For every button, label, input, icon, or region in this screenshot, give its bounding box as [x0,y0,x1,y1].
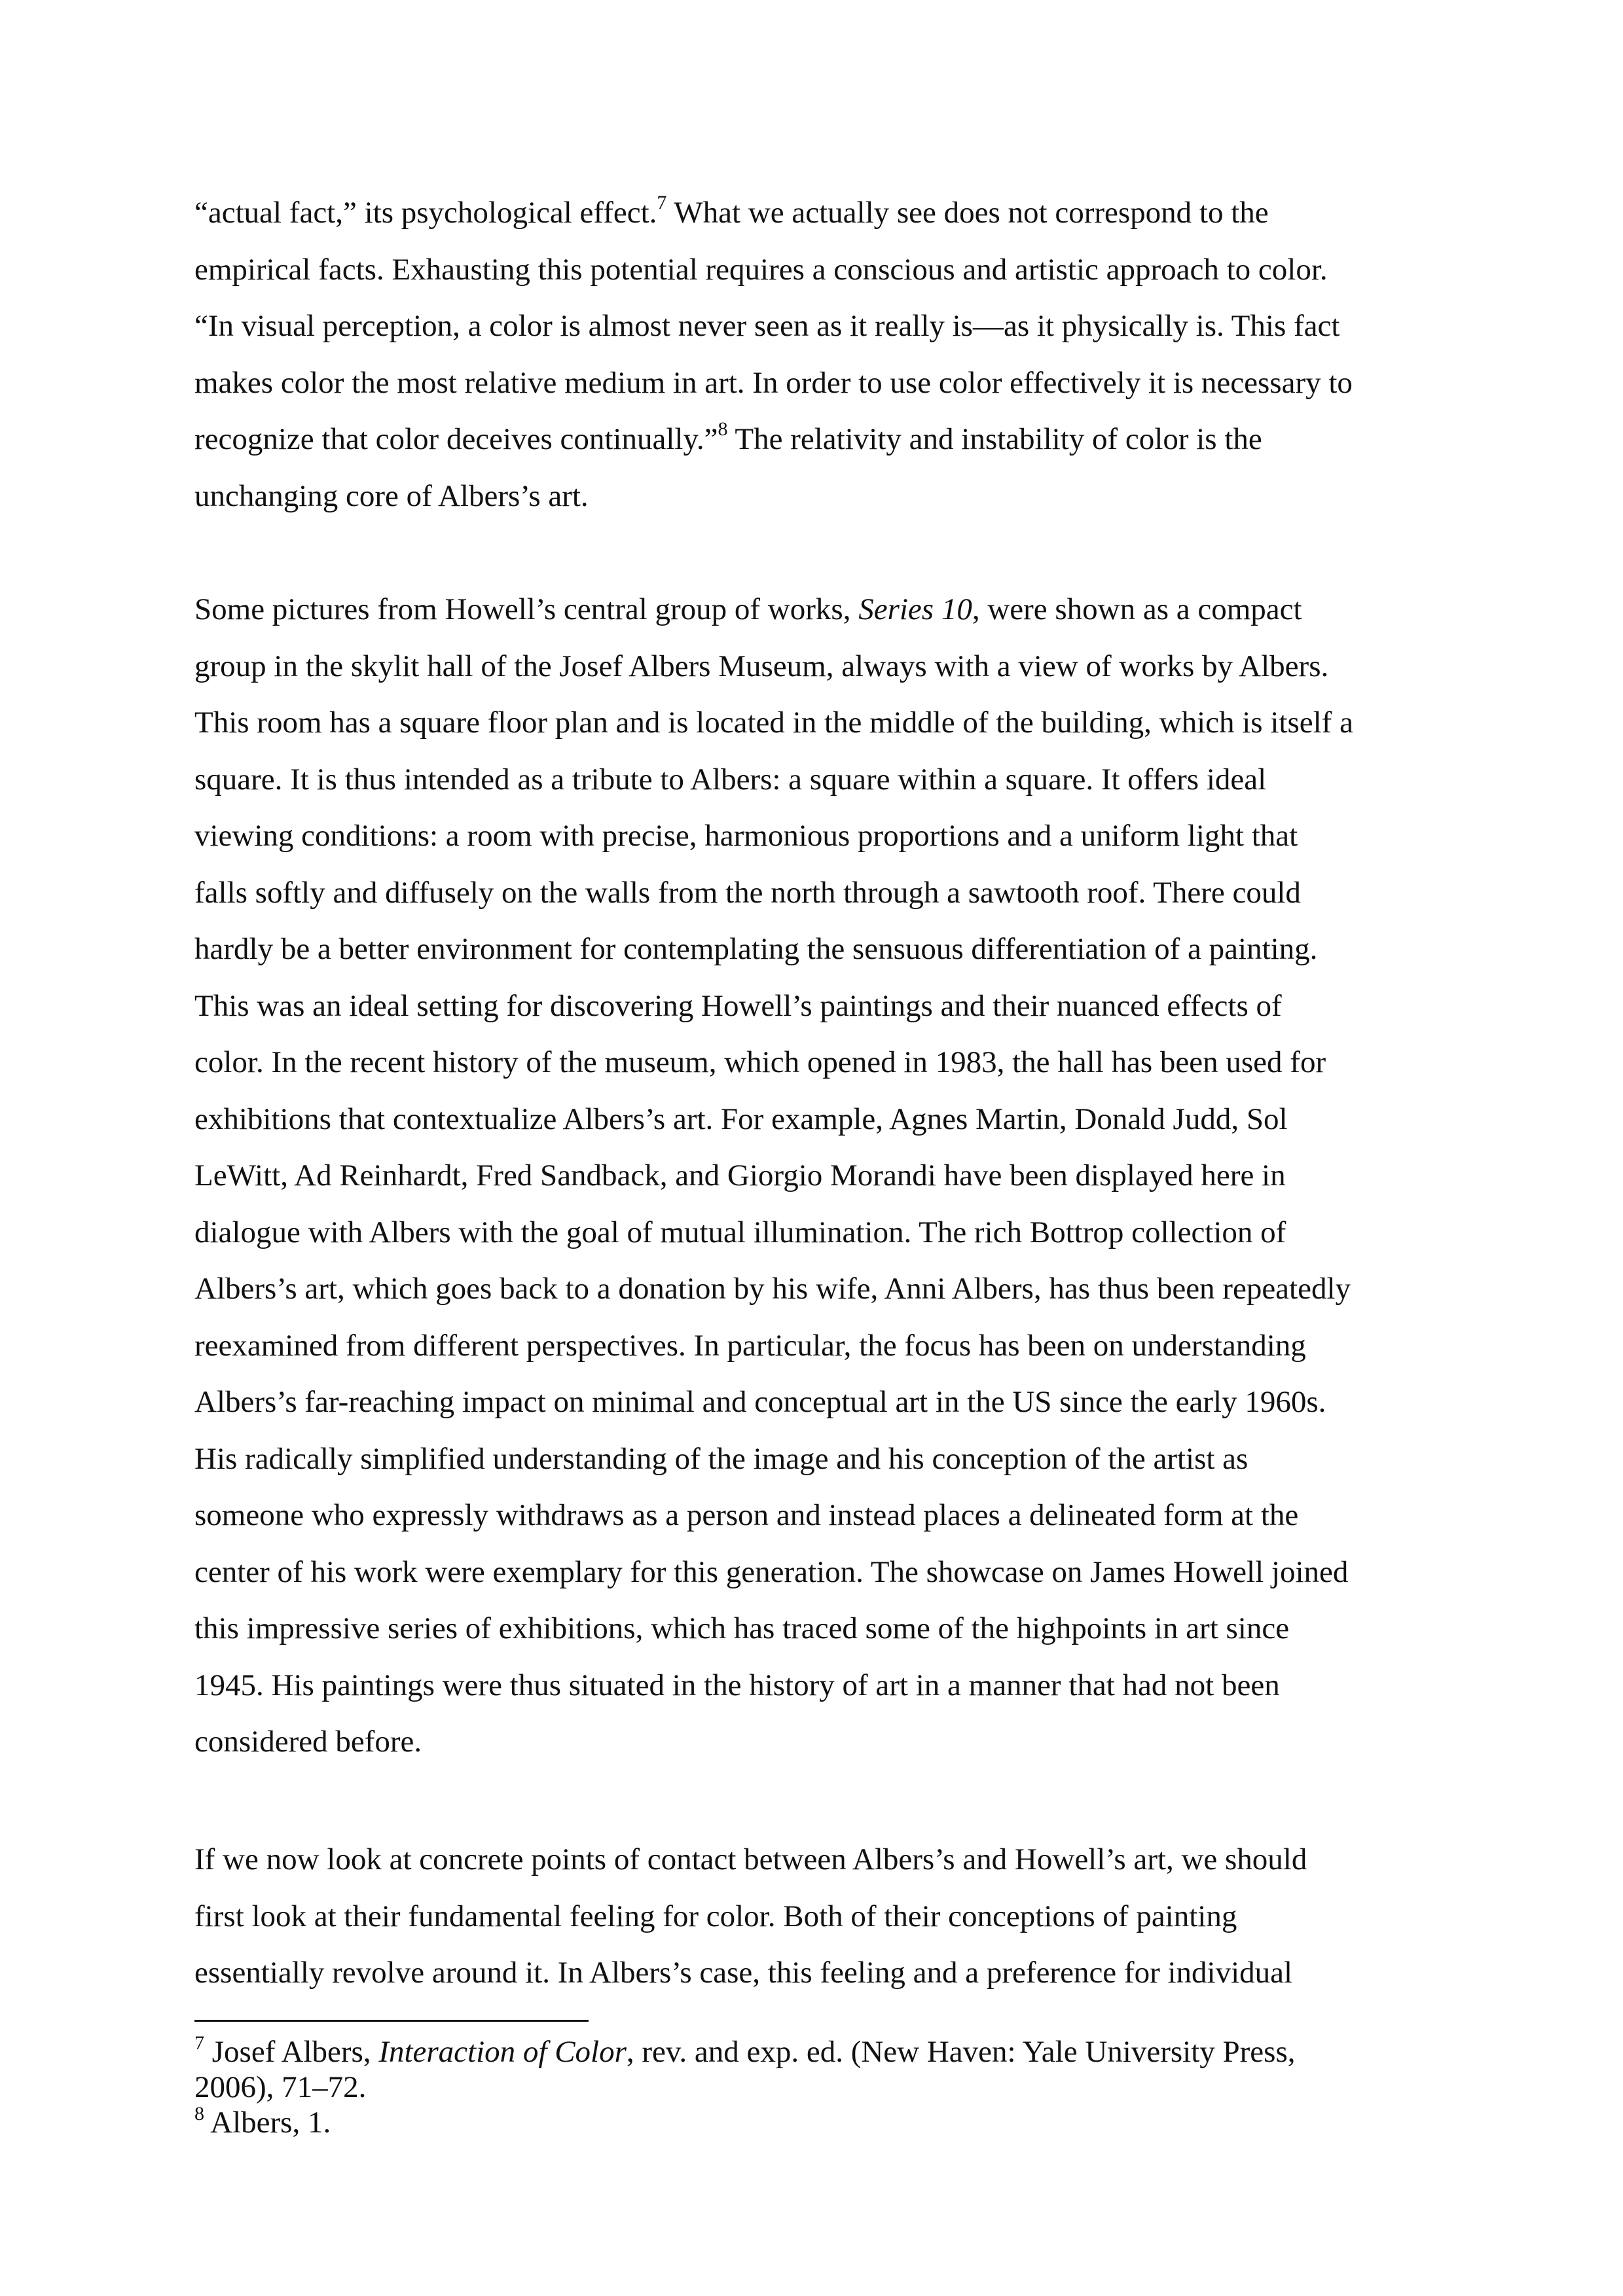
text-line [194,2105,1458,2140]
text-run: “actual fact,” its psychological effect. [194,196,657,230]
footnote-reference-7[interactable]: 7 [657,192,667,214]
text-line: falls softly and diffusely on the walls from the north through a sawtooth roof. There could [194,875,1301,910]
text-line: group in the skylit hall of the Josef Albers Museum, always with a view of works by Albers. [194,649,1329,683]
text-line [194,581,1458,638]
text-run: Josef Albers, [204,2035,379,2069]
text-line: Albers’s art, which goes back to a donation by his wife, Anni Albers, has thus been repeatedly [194,1272,1351,1306]
text-line: viewing conditions: a room with precise, harmonious proportions and a uniform light that [194,819,1298,853]
text-line: “In visual perception, a color is almost never seen as it really is—as it physically is. This fact [194,309,1340,343]
footnote-number: 8 [194,2103,204,2125]
text-line: center of his work were exemplary for this generation. The showcase on James Howell joined [194,1554,1349,1589]
footnote-reference-8[interactable]: 8 [718,418,728,440]
text-line: 1945. His paintings were thus situated in the history of art in a manner that had not been [194,1668,1280,1702]
text-line: hardly be a better environment for contemplating the sensuous differentiation of a painting. [194,932,1318,966]
text-line [194,185,1458,242]
text-run: Albers, 1. [204,2106,331,2140]
text-line: dialogue with Albers with the goal of mutual illumination. The rich Bottrop collection of [194,1215,1286,1249]
text-line: considered before. [194,1725,422,1759]
text-run: The relativity and instability of color is the [727,422,1262,456]
body-paragraph-1 [194,185,1458,524]
text-line: His radically simplified understanding of the image and his conception of the artist as [194,1441,1249,1476]
text-line: exhibitions that contextualize Albers’s art. For example, Agnes Martin, Donald Judd, Sol [194,1102,1288,1136]
text-line: unchanging core of Albers’s art. [194,478,589,513]
text-line: If we now look at concrete points of contact between Albers’s and Howell’s art, we should [194,1842,1307,1876]
text-line: empirical facts. Exhausting this potential requires a conscious and artistic approach to color. [194,252,1328,287]
text-line [194,411,1458,468]
text-run: , rev. and exp. ed. (New Haven: Yale University Press, [626,2035,1296,2069]
footnote-separator [194,2020,589,2022]
text-line: essentially revolve around it. In Albers’s case, this feeling and a preference for individual [194,1956,1293,1990]
text-run: What we actually see does not correspond to the [666,196,1269,230]
text-line: square. It is thus intended as a tribute to Albers: a square within a square. It offers ideal [194,762,1267,797]
text-line: Albers’s far-reaching impact on minimal and conceptual art in the US since the early 1960s. [194,1385,1326,1419]
italic-title: Interaction of Color [378,2035,627,2069]
body-paragraph-2 [194,581,1458,1770]
italic-title: Series 10 [858,592,972,626]
text-run: Some pictures from Howell’s central group of works, [194,592,859,626]
text-line [194,2034,1458,2070]
text-line: makes color the most relative medium in art. In order to use color effectively it is necessary to [194,365,1353,400]
text-run: , were shown as a compact [972,592,1302,626]
text-line: This room has a square floor plan and is located in the middle of the building, which is itself a [194,706,1353,740]
text-line: 2006), 71–72. [194,2070,367,2104]
text-line: This was an ideal setting for discovering Howell’s paintings and their nuanced effects of [194,988,1282,1023]
text-line: color. In the recent history of the museum, which opened in 1983, the hall has been used for [194,1045,1326,1079]
text-run: recognize that color deceives continually.” [194,422,718,456]
text-line: this impressive series of exhibitions, which has traced some of the highpoints in art since [194,1611,1290,1645]
footnote-7 [194,2034,1458,2105]
footnote-number: 7 [194,2032,204,2054]
text-line: LeWitt, Ad Reinhardt, Fred Sandback, and Giorgio Morandi have been displayed here in [194,1158,1286,1193]
body-paragraph-3 [194,1831,1458,2001]
text-line: someone who expressly withdraws as a person and instead places a delineated form at the [194,1498,1299,1532]
text-line: reexamined from different perspectives. In particular, the focus has been on understanding [194,1328,1306,1363]
text-line: first look at their fundamental feeling for color. Both of their conceptions of painting [194,1899,1237,1933]
footnote-8 [194,2105,1458,2140]
